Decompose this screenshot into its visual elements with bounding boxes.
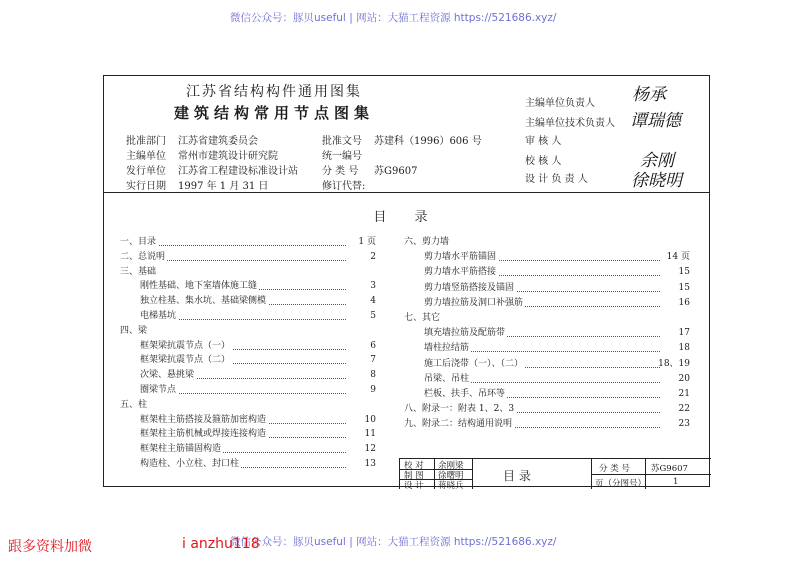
toc-page: 13 (364, 459, 376, 469)
toc-entry (424, 266, 690, 279)
info-label-2: 批准文号 (322, 136, 362, 147)
info-label-2: 修订代替: (322, 181, 366, 192)
toc-page: 17 (678, 328, 690, 339)
bottom-watermark: 微信公众号：豚贝useful | 网站：大猫工程资源 https://521686.xyz/ (230, 536, 557, 548)
title-block (104, 76, 709, 193)
info-label: 批准部门 (126, 136, 166, 147)
toc-page: 5 (370, 311, 376, 321)
toc-label: 栏板、扶手、吊环等 (424, 389, 506, 399)
draw-label: 制 图 (404, 471, 424, 481)
toc-page: 14 页 (666, 252, 690, 263)
toc-label: 三、基础 (120, 266, 157, 277)
toc-label: 构造柱、小立柱、封口柱 (140, 459, 240, 469)
toc-label: 吊梁、吊柱 (424, 373, 470, 384)
toc-label: 框架柱主筋搭接及箍筋加密构造 (140, 414, 267, 425)
toc-label: 施工后浇带（一）、（二） (424, 358, 524, 369)
toc-entry (140, 280, 376, 293)
toc-entry (140, 354, 376, 367)
toc-page: 1 页 (358, 237, 376, 247)
toc-label: 圈梁节点 (140, 385, 177, 395)
signature-tech: 谭瑞德 (630, 111, 681, 131)
toc-page: 7 (370, 355, 376, 366)
toc-page: 6 (370, 340, 376, 351)
toc-entry (424, 358, 690, 371)
toc-label: 电梯基坑 (140, 311, 177, 321)
signature-design: 徐晓明 (631, 171, 682, 191)
toc-entry (424, 373, 690, 386)
toc-page: 16 (678, 297, 690, 308)
toc-entry (140, 340, 376, 353)
toc-entry (404, 312, 690, 325)
page-value: 1 (673, 477, 679, 487)
toc-page: 22 (678, 404, 690, 415)
signature-check: 余刚 (640, 151, 674, 171)
toc-entry (404, 418, 690, 431)
atlas-series-title: 江苏省结构构件通用图集 (186, 84, 362, 100)
toc-entry (424, 388, 690, 401)
toc-entry (140, 414, 376, 427)
atlas-title (124, 82, 424, 132)
toc-entry (140, 310, 376, 323)
toc-entry (424, 251, 690, 264)
check-name: 余刚梁 (438, 461, 464, 471)
toc-label: 剪力墙水平筋锚固 (424, 252, 497, 263)
toc-label: 次梁、悬挑梁 (140, 370, 195, 381)
toc-label: 墙柱拉结筋 (424, 343, 470, 354)
design-name: 蒋晓兵 (438, 481, 464, 491)
toc-label: 七、其它 (404, 313, 441, 323)
toc-entry (120, 266, 376, 279)
atlas-main-title: 建筑结构常用节点图集 (173, 104, 374, 122)
toc-label: 八、附录一：附表 1、2、3 (404, 404, 515, 415)
toc-label: 剪力墙水平筋搭接 (424, 267, 497, 278)
signature-chief: 杨承 (632, 85, 666, 105)
toc-page: 9 (370, 385, 376, 395)
info-value: 江苏省建筑委员会 (178, 136, 258, 147)
toc-page: 21 (678, 389, 690, 399)
toc-label: 剪力墙拉筋及洞口补强筋 (424, 297, 524, 308)
class-label: 分 类 号 (599, 464, 630, 474)
toc-entry (424, 327, 690, 340)
toc-page: 12 (364, 444, 376, 455)
responsible-review: 审 核 人 (525, 136, 562, 147)
toc-entry (140, 295, 376, 308)
toc-entry (120, 251, 376, 264)
toc-page: 18 (678, 343, 690, 354)
info-label: 发行单位 (126, 166, 166, 177)
toc-entry (140, 384, 376, 397)
toc-entry (424, 282, 690, 295)
info-label-2: 统一编号 (322, 151, 362, 162)
toc-page: 15 (678, 267, 690, 278)
design-label: 设 计 (404, 481, 424, 491)
toc-entry (120, 236, 376, 249)
sheet-title: 目 录 (503, 469, 531, 483)
toc-entry (120, 325, 376, 338)
responsible-check: 校 核 人 (525, 156, 562, 167)
info-value: 江苏省工程建设标准设计站 (178, 166, 298, 177)
drawing-sheet (103, 75, 710, 491)
toc-label: 剪力墙竖筋搭接及锚固 (424, 282, 515, 293)
toc-entry (424, 342, 690, 355)
toc-entry (140, 428, 376, 441)
toc-entry (140, 369, 376, 382)
contact-id: i anzhu118 (182, 536, 260, 552)
toc-page: 20 (678, 373, 690, 384)
toc-entry (120, 399, 376, 412)
info-value: 常州市建筑设计研究院 (178, 151, 278, 162)
info-value-2: 苏建科（1996）606 号 (374, 136, 482, 147)
info-value-2: 苏G9607 (374, 166, 418, 177)
info-label-2: 分 类 号 (322, 166, 359, 177)
toc-label: 六、剪力墙 (404, 237, 450, 247)
responsible-design: 设 计 负 责 人 (525, 174, 588, 185)
toc-entry (140, 443, 376, 456)
class-value: 苏G9607 (651, 464, 688, 474)
info-value: 1997 年 1 月 31 日 (178, 181, 269, 192)
toc-page: 2 (370, 251, 376, 262)
toc-label: 框架柱主筋机械或焊接连接构造 (140, 429, 267, 440)
toc-label: 五、柱 (120, 399, 148, 410)
toc-entry (404, 236, 690, 249)
toc-label: 框架梁抗震节点（一） (140, 340, 231, 351)
toc-page: 18、19 (658, 358, 690, 369)
toc-page: 8 (370, 370, 376, 381)
responsible-chief: 主编单位负责人 (525, 98, 595, 109)
draw-name: 徐曙明 (438, 471, 464, 481)
top-watermark: 微信公众号：豚贝useful | 网站：大猫工程资源 https://521686.xyz/ (230, 12, 557, 24)
toc-page: 11 (364, 429, 376, 440)
toc-label: 框架柱主筋锚固构造 (140, 444, 222, 455)
info-label: 主编单位 (126, 151, 166, 162)
toc-page: 4 (370, 296, 376, 307)
page-label: 页（分图号） (595, 479, 647, 489)
toc-label: 框架梁抗震节点（二） (140, 355, 231, 366)
toc-page: 3 (370, 281, 376, 292)
toc-label: 四、梁 (120, 325, 148, 336)
toc-label: 九、附录二：结构通用说明 (404, 419, 513, 430)
toc-entry (140, 458, 376, 471)
responsible-tech: 主编单位技术负责人 (525, 118, 615, 129)
info-label: 实行日期 (126, 181, 166, 192)
toc-label: 填充墙拉筋及配筋带 (424, 328, 506, 339)
toc-page: 10 (364, 414, 376, 425)
toc-label: 一、目录 (120, 237, 157, 247)
toc-label: 独立柱基、集水坑、基础梁侧模 (140, 296, 267, 307)
check-label: 校 对 (404, 461, 424, 471)
toc-page: 15 (678, 282, 690, 293)
toc-entry (404, 403, 690, 416)
toc-label: 二、总说明 (120, 251, 166, 262)
toc-page: 23 (678, 419, 690, 430)
contact-note: 跟多资料加微 (8, 539, 92, 555)
toc-entry (424, 297, 690, 310)
sheet-footer-table (399, 458, 711, 489)
toc-label: 刚性基础、地下室墙体施工缝 (140, 281, 258, 292)
contents-title: 目 录 (373, 210, 440, 225)
